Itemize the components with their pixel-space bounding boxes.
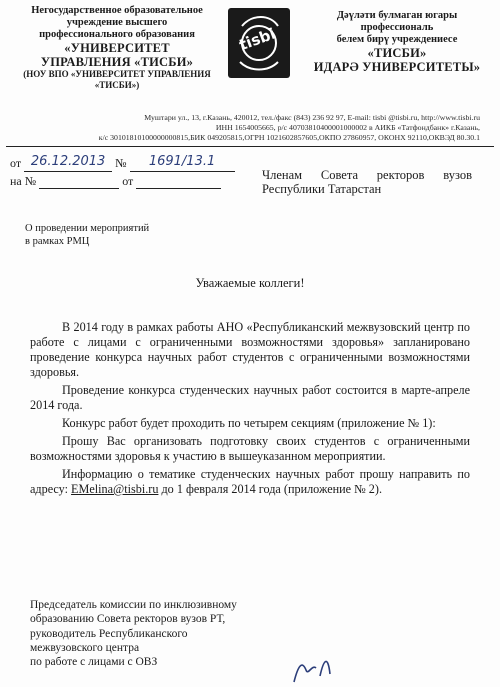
signature-line: образованию Совета ректоров вузов РТ, [30, 613, 226, 626]
subject-block [25, 222, 225, 248]
university-name-ru: «УНИВЕРСИТЕТ [64, 41, 170, 55]
from-label: от [10, 156, 22, 170]
body-text-fragment: до 1 февраля 2014 года (приложение № 2). [158, 482, 383, 496]
header-right-line: профессиональ [360, 22, 434, 33]
body-text-fragment: Информацию о тематике студенческих научных работ прошу направить по адресу: [30, 467, 470, 496]
university-name-ru: УПРАВЛЕНИЯ «ТИСБИ» [40, 55, 194, 69]
body-paragraph: В 2014 году в рамках работы АНО «Республиканский межвузовский центр по работе с лицами с ограниченными возможностями здоровья» запланировано проведение конкурса научных работ студентов с ограниченными возможностями здоровья. [30, 320, 470, 379]
signature-line: Председатель комиссии по инклюзивному [30, 599, 237, 611]
to-from-label: от [122, 174, 134, 188]
header-right-line: Дәүләти булмаган югары [336, 10, 458, 21]
to-number-label: на № [10, 174, 37, 188]
to-number-field [39, 174, 119, 189]
header-left-line: Негосударственное образовательное [31, 5, 203, 16]
subject-line: в рамках РМЦ [25, 236, 90, 247]
tisbi-logo-icon [228, 8, 290, 78]
university-abbr: (НОУ ВПО «УНИВЕРСИТЕТ УПРАВЛЕНИЯ [23, 69, 211, 79]
header-right-block [302, 10, 492, 74]
contacts-bank: ИНН 1654005665, р/с 40703810400001000002 в АИКБ «Татфондбанк» г.Казань, [215, 123, 480, 132]
signature-block [30, 598, 270, 669]
subject-line: О проведении мероприятий [25, 223, 150, 234]
tisbi-logo [228, 8, 290, 78]
incoming-ref [10, 174, 221, 189]
number-label: № [115, 156, 127, 170]
signature-line: по работе с лицами с ОВЗ [30, 656, 158, 669]
header-right-line: белем бирү учреждениесе [336, 34, 458, 45]
outgoing-ref [10, 156, 235, 172]
addressee: Членам Совета ректоров вузов Республики Татарстан [262, 168, 472, 196]
date-value: 26.12.2013 [30, 154, 106, 169]
header-left-block [8, 5, 226, 91]
handwritten-signature-icon [286, 646, 346, 686]
contacts-address: Муштари ул., 13, г.Казань, 420012, тел./факс (843) 236 92 97, E-mail: tisbi @tisbi.ru, http://www.tisbi.ru [144, 113, 480, 122]
university-name-tt: ИДАРӘ УНИВЕРСИТЕТЫ» [313, 60, 481, 74]
contacts-block [60, 113, 480, 143]
body-paragraph [30, 467, 470, 497]
signature-line: межвузовского центра [30, 641, 140, 654]
body-paragraph: Конкурс работ будет проходить по четырем секциям (приложение № 1): [62, 416, 436, 430]
header-left-line: профессионального образования [39, 29, 195, 40]
signature-line: руководитель Республиканского [30, 627, 188, 640]
email-link[interactable]: EMelina@tisbi.ru [71, 482, 159, 496]
university-abbr: «ТИСБИ») [94, 80, 140, 90]
letter-body [30, 320, 470, 500]
contacts-codes: к/с 30101810100000000815,БИК 049205815,ОГРН 1021602857605,ОКПО 27860957, ОКОНХ 92110,ОКВЭД 80.30.1 [98, 133, 480, 142]
to-date-field [136, 174, 221, 189]
logo-text: tisbi [236, 24, 278, 55]
number-value: 1691/13.1 [148, 154, 216, 169]
date-field [24, 156, 112, 172]
header-divider [6, 146, 494, 147]
university-name-tt: «ТИСБИ» [367, 46, 427, 60]
header-left-line: учреждение высшего [66, 17, 168, 28]
greeting: Уважаемые коллеги! [195, 276, 305, 290]
number-field [130, 156, 235, 172]
body-paragraph: Проведение конкурса студенческих научных работ состоится в марте-апреле 2014 года. [30, 383, 470, 412]
body-paragraph: Прошу Вас организовать подготовку своих студентов с ограниченными возможностями здоровья к участию в вышеуказанном мероприятии. [30, 434, 470, 463]
